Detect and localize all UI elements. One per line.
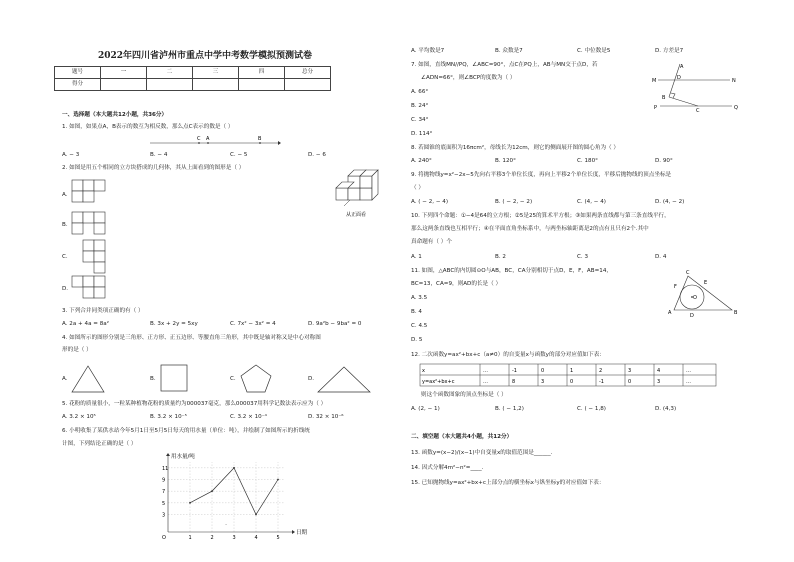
- q7-line1: 7. 如图，直线MN//PQ，∠ABC=90°，点C在PQ上，AB与MN交于点D，若: [411, 62, 598, 68]
- q12-stem: 12. 二次函数y=ax²+bx+c（a≠0）的自变量x与函数y的部分对应值如下表：: [411, 352, 605, 358]
- score-header: 题号: [55, 67, 101, 79]
- q8-option-a[interactable]: A. 240°: [411, 158, 432, 164]
- data-point: [233, 467, 235, 469]
- q10-option-d[interactable]: D. 4: [655, 254, 667, 260]
- q1-stem: 1. 如图，如果点A，B表示的数互为相反数，那么点C表示的数是（ ）: [62, 124, 234, 130]
- q3-option-d[interactable]: D. 9a²b − 9ba² = 0: [308, 321, 362, 327]
- q11-label-e: E: [704, 280, 708, 286]
- q3-option-a[interactable]: A. 2a + 4a = 8a²: [62, 321, 109, 327]
- q1-option-d[interactable]: D. − 6: [308, 152, 326, 158]
- q2-option-b-label[interactable]: B.: [62, 222, 68, 228]
- y-tick-label: 7: [162, 489, 166, 496]
- q11-option-d[interactable]: D. 5: [411, 337, 423, 343]
- q2-option-a-grid[interactable]: [72, 180, 112, 204]
- q7-label-q: Q: [734, 105, 738, 111]
- x-tick-label: 1: [188, 535, 192, 541]
- q4-option-c-label[interactable]: C.: [230, 376, 236, 382]
- q7-label-d: D: [677, 75, 681, 81]
- q11-option-b[interactable]: B. 4: [411, 309, 422, 315]
- x-tick-label: 4: [254, 535, 258, 541]
- y-axis-arrow: [166, 453, 170, 456]
- q6-option-c[interactable]: C. 中位数是5: [577, 48, 611, 54]
- q1-option-a[interactable]: A. − 3: [62, 152, 80, 158]
- q7-option-d[interactable]: D. 114°: [411, 131, 433, 137]
- water-usage-line-chart: [150, 452, 308, 544]
- q7-option-c[interactable]: C. 34°: [411, 117, 429, 123]
- q7-line2: ∠ADN=66°，则∠BCP的度数为（ ）: [421, 75, 516, 81]
- q10-option-c[interactable]: C. 3: [577, 254, 589, 260]
- q2-option-c-grid[interactable]: [72, 240, 112, 274]
- q12-cell: 3: [541, 379, 545, 385]
- y-tick-label: 9: [162, 477, 166, 484]
- q14: 14. 因式分解4m²−n²=____.: [411, 465, 484, 471]
- q2-option-d-label[interactable]: D.: [62, 286, 69, 292]
- q5-stem: 5. 花粉的质量很小，一粒某种植物花粉的质量约为000037毫克，那么000037用科学记数法表示应为（ ）: [62, 401, 327, 407]
- q4-option-d-label[interactable]: D.: [308, 376, 315, 382]
- data-point: [277, 479, 279, 481]
- q12-cell: x: [422, 368, 425, 374]
- q3-option-c[interactable]: C. 7x² − 3x² = 4: [230, 321, 276, 327]
- q2-option-a-label[interactable]: A.: [62, 192, 68, 198]
- x-tick-label: 5: [276, 535, 280, 541]
- q11-line1: 11. 如图，△ABC的内切圆⊙O与AB，BC，CA分别相切于点D，E，F，AB=14，: [411, 268, 612, 274]
- q12-cell: …: [483, 368, 488, 374]
- x-tick-label: 2: [210, 535, 214, 541]
- q11-label-o: O: [693, 295, 697, 301]
- q12-cell: 1: [570, 368, 574, 374]
- data-point: [211, 490, 213, 492]
- q7-label-p: P: [654, 105, 658, 111]
- y-tick-label: 11: [162, 465, 169, 472]
- axis-label-c: C: [197, 136, 201, 142]
- q10-option-b[interactable]: B. 2: [495, 254, 506, 260]
- q12-cell: …: [686, 368, 691, 374]
- q6-option-b[interactable]: B. 众数是7: [495, 48, 523, 54]
- score-header: 一: [101, 67, 147, 79]
- q4-stem-line2: 形的是（ ）: [62, 347, 92, 353]
- score-table: [54, 66, 331, 91]
- axis-label-b: B: [258, 136, 262, 142]
- q11-incircle-figure: [668, 266, 740, 318]
- page-title: 2022年四川省泸州市重点中学中考数学模拟预测试卷: [98, 51, 313, 61]
- data-point: [189, 502, 191, 504]
- q13: 13. 函数y=(x−2)/(x−1)中自变量x的取值范围是______.: [411, 450, 553, 456]
- q7-label-b: B: [662, 95, 666, 101]
- q4-triangle-shape[interactable]: [72, 364, 106, 394]
- q11-label-d: D: [690, 313, 694, 319]
- q8-option-c[interactable]: C. 180°: [577, 158, 598, 164]
- q12-cell: -1: [599, 379, 604, 385]
- x-tick-label: 3: [232, 535, 236, 541]
- q12-after: 则这个函数图象的顶点坐标是（ ）: [421, 392, 507, 398]
- q10-line1: 10. 下列四个命题：①−4是64的立方根；②5是25的算术平方根；③如果两条直线都与第三条直线平行，: [411, 213, 670, 219]
- q11-line2: BC=13，CA=9，则AD的长是（ ）: [411, 281, 502, 287]
- score-header: 二: [147, 67, 193, 79]
- q9-option-a[interactable]: A. ( − 2, − 4): [411, 199, 449, 205]
- q9-line2: （ ）: [411, 185, 424, 191]
- q1-option-c[interactable]: C. − 5: [230, 152, 248, 158]
- q12-cell: 8: [512, 379, 516, 385]
- q7-option-a[interactable]: A. 66°: [411, 89, 429, 95]
- q1-option-b[interactable]: B. − 4: [150, 152, 168, 158]
- q8-option-d[interactable]: D. 90°: [655, 158, 673, 164]
- q8-option-b[interactable]: B. 120°: [495, 158, 516, 164]
- q7-label-m: M: [652, 78, 657, 84]
- q9-option-b[interactable]: B. ( − 2, − 2): [495, 199, 533, 205]
- q15: 15. 已知抛物线y=ax²+bx+c上部分点的横坐标x与纵坐标y的对应值如下表：: [411, 480, 605, 486]
- q4-pentagon-shape[interactable]: [240, 364, 274, 394]
- score-header: 三: [193, 67, 239, 79]
- y-tick-label: 5: [162, 500, 166, 507]
- x-axis-arrow: [292, 530, 295, 534]
- section2-heading: 二、填空题（本大题共4小题，共12分）: [411, 434, 513, 440]
- data-point: [255, 514, 257, 516]
- axis-label-a: A: [206, 136, 210, 142]
- origin-label: O: [162, 535, 166, 541]
- score-cell: [101, 79, 147, 91]
- q4-stem-line1: 4. 如图所示的图形分别是三角形、正方形、正五边形、等腰直角三角形，其中既是轴对称又是中心对称图: [62, 335, 321, 341]
- q12-cell: 0: [628, 379, 632, 385]
- q2-stem: 2. 如图是用五个相同的立方块搭成的几何体，其从上面看到的图形是（ ）: [62, 165, 245, 171]
- q11-option-a[interactable]: A. 3.5: [411, 295, 428, 301]
- score-header: 四: [239, 67, 285, 79]
- q2-cubes-figure: [332, 160, 382, 222]
- q10-line2: 那么这两条直线也互相平行；④在平面直角坐标系中，与两坐标轴距离是2的点有且只有2个.其中: [411, 226, 649, 232]
- q11-label-f: F: [674, 284, 677, 290]
- q12-option-c[interactable]: C. ( − 1,8): [577, 406, 606, 412]
- q12-cell: -1: [512, 368, 517, 374]
- x-axis-label: 日期: [296, 530, 308, 536]
- q11-label-b: B: [734, 310, 738, 316]
- q4-option-a-label[interactable]: A.: [62, 376, 68, 382]
- q9-option-d[interactable]: D. (4, − 2): [655, 199, 685, 205]
- q11-label-a: A: [668, 310, 672, 316]
- q2-caption: 从正面看: [346, 212, 367, 218]
- chart-annotation: ·: [225, 522, 227, 529]
- score-cell: [193, 79, 239, 91]
- section1-heading: 一、选择题（本大题共12小题，共36分）: [62, 112, 168, 118]
- q12-option-a[interactable]: A. (2, − 1): [411, 406, 440, 412]
- q1-number-line: [150, 136, 280, 148]
- y-axis-label: 用水量/吨: [171, 454, 195, 460]
- q5-option-a[interactable]: A. 3.2 × 10⁵: [62, 414, 96, 420]
- q7-option-b[interactable]: B. 24°: [411, 103, 429, 109]
- q7-label-n: N: [732, 78, 736, 84]
- q3-stem: 3. 下列合并同类项正确的有（ ）: [62, 308, 144, 314]
- q12-cell: 3: [657, 379, 661, 385]
- q12-option-d[interactable]: D. (4,3): [655, 406, 677, 412]
- q12-cell: …: [686, 379, 691, 385]
- score-cell: [239, 79, 285, 91]
- q12-cell: 0: [541, 368, 545, 374]
- q7-label-c: C: [696, 108, 700, 114]
- q12-cell: 0: [570, 379, 574, 385]
- q9-option-c[interactable]: C. (4, − 4): [577, 199, 606, 205]
- q5-option-d[interactable]: D. 32 × 10⁻⁶: [308, 414, 344, 420]
- q2-option-d-grid[interactable]: [72, 276, 112, 300]
- score-cell: [285, 79, 331, 91]
- q5-option-b[interactable]: B. 3.2 × 10⁻⁵: [150, 414, 187, 420]
- q7-parallel-lines-figure: [650, 60, 740, 112]
- q7-label-a: A: [680, 64, 684, 70]
- q12-cell: 4: [657, 368, 661, 374]
- q11-label-c: C: [686, 270, 690, 276]
- q6-option-d[interactable]: D. 方差是7: [655, 48, 684, 54]
- q10-option-a[interactable]: A. 1: [411, 254, 422, 260]
- score-cell: [147, 79, 193, 91]
- q2-option-b-grid[interactable]: [72, 212, 112, 236]
- q6-stem-line1: 6. 小明收集了某供水站今年5月1日至5月5日每天的用水量（单位：吨），并绘制了如图所示的折线统: [62, 428, 310, 434]
- q6-stem-line2: 计图，下列结论正确的是（ ）: [62, 441, 137, 447]
- q12-value-table: [420, 364, 720, 388]
- q4-option-b-label[interactable]: B.: [150, 376, 156, 382]
- q4-right-triangle-shape[interactable]: [318, 366, 374, 394]
- score-header: 总分: [285, 67, 331, 79]
- score-row-label: 得分: [55, 79, 101, 91]
- q4-square-shape[interactable]: [160, 364, 190, 394]
- q8-stem: 8. 若圆锥的底面积为16πcm²，母线长为12cm，则它的侧面展开图的圆心角为（ ）: [411, 145, 620, 151]
- q3-option-b[interactable]: B. 3x + 2y = 5xy: [150, 321, 198, 327]
- q12-cell: 2: [599, 368, 603, 374]
- q10-line3: 真命题有（ ）个: [411, 239, 452, 245]
- q12-option-b[interactable]: B. ( − 1,2): [495, 406, 524, 412]
- q12-cell: 3: [628, 368, 632, 374]
- q2-option-c-label[interactable]: C.: [62, 254, 68, 260]
- q12-cell: y=ax²+bx+c: [422, 379, 455, 385]
- q9-line1: 9. 将抛物线y=x²−2x−5先向右平移3个单位长度，再向上平移2个单位长度，平移后抛物线的顶点坐标是: [411, 172, 672, 178]
- q6-option-a[interactable]: A. 平均数是7: [411, 48, 445, 54]
- q5-option-c[interactable]: C. 3.2 × 10⁻⁴: [230, 414, 267, 420]
- q11-option-c[interactable]: C. 4.5: [411, 323, 428, 329]
- y-tick-label: 3: [162, 512, 166, 519]
- q12-cell: …: [483, 379, 488, 385]
